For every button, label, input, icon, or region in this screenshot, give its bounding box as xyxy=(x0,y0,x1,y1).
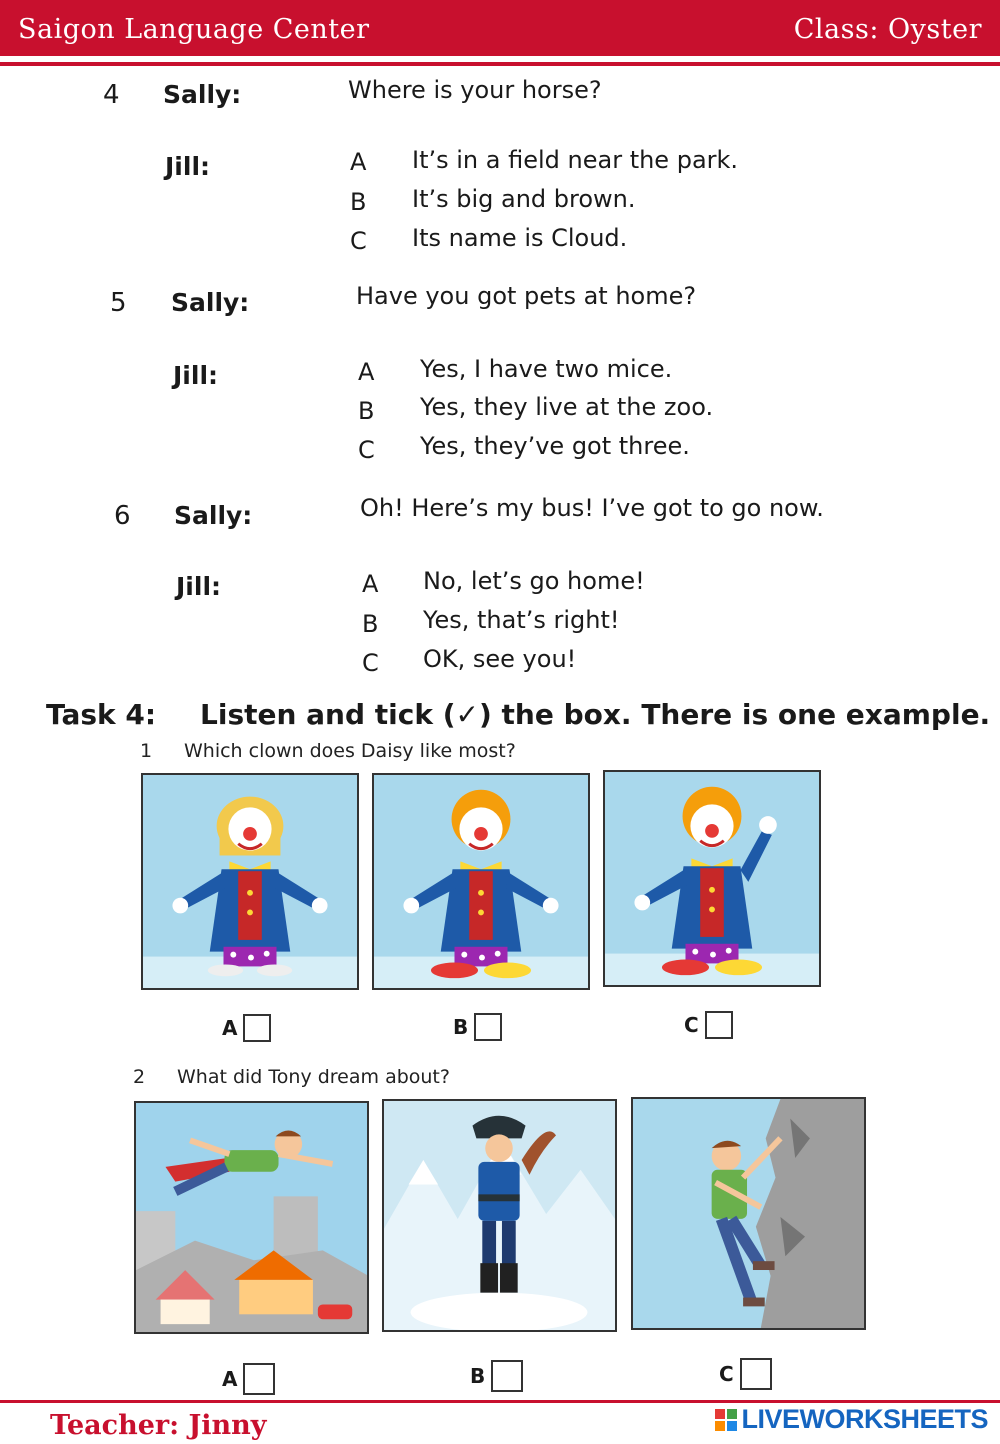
question-number: 4 xyxy=(103,80,120,110)
question-number: 6 xyxy=(114,501,131,531)
task-instruction: Listen and tick (✓) the box. There is one example. xyxy=(200,698,991,731)
choice-letter: B xyxy=(453,1015,469,1039)
speaker-sally: Sally: xyxy=(163,80,242,109)
clown-picture-c xyxy=(603,770,821,987)
question-text: Oh! Here’s my bus! I’ve got to go now. xyxy=(360,494,824,522)
question-number: 5 xyxy=(110,288,127,318)
footer-divider xyxy=(0,1400,1000,1403)
brand-logo xyxy=(715,1404,988,1435)
tick-box[interactable] xyxy=(705,1011,733,1039)
tick-box[interactable] xyxy=(740,1358,772,1390)
teacher-name: Teacher: Jinny xyxy=(50,1410,267,1441)
option-text: It’s big and brown. xyxy=(412,185,636,213)
school-name: Saigon Language Center xyxy=(18,14,370,45)
dream-picture-flying xyxy=(134,1101,369,1334)
option-letter: A xyxy=(358,358,375,386)
brand-text: LIVEWORKSHEETS xyxy=(741,1404,988,1434)
tick-box[interactable] xyxy=(243,1363,275,1395)
answer-choice-c xyxy=(684,1011,733,1039)
page-header xyxy=(0,0,1000,56)
answer-choice-b xyxy=(453,1013,502,1041)
speaker-jill: Jill: xyxy=(165,152,211,181)
clown-picture-b xyxy=(372,773,590,990)
question-text: Have you got pets at home? xyxy=(356,282,697,310)
answer-choice-a xyxy=(222,1363,275,1395)
tick-box[interactable] xyxy=(474,1013,502,1041)
header-divider xyxy=(0,62,1000,66)
option-text: OK, see you! xyxy=(423,645,577,673)
tick-box[interactable] xyxy=(491,1360,523,1392)
speaker-jill: Jill: xyxy=(176,572,222,601)
answer-choice-a xyxy=(222,1014,271,1042)
dream-picture-climbing xyxy=(631,1097,866,1330)
question-text: Where is your horse? xyxy=(348,76,602,104)
option-letter: C xyxy=(350,227,367,255)
option-letter: B xyxy=(358,397,375,425)
answer-choice-b xyxy=(470,1360,523,1392)
choice-letter: A xyxy=(222,1367,238,1391)
option-letter: A xyxy=(350,148,367,176)
speaker-jill: Jill: xyxy=(173,361,219,390)
class-name: Class: Oyster xyxy=(793,14,982,45)
task-question xyxy=(140,740,516,762)
speaker-sally: Sally: xyxy=(171,288,250,317)
task-question-number: 2 xyxy=(133,1066,146,1088)
brand-grid-icon xyxy=(715,1409,737,1431)
option-text: Yes, they live at the zoo. xyxy=(420,393,714,421)
clown-picture-a xyxy=(141,773,359,990)
option-text: No, let’s go home! xyxy=(423,567,645,595)
choice-letter: A xyxy=(222,1016,238,1040)
choice-letter: C xyxy=(719,1362,734,1386)
choice-letter: C xyxy=(684,1013,699,1037)
speaker-sally: Sally: xyxy=(174,501,253,530)
task-heading xyxy=(46,698,990,731)
option-text: It’s in a field near the park. xyxy=(412,146,739,174)
option-letter: C xyxy=(362,649,379,677)
task-question xyxy=(133,1066,450,1088)
option-text: Yes, I have two mice. xyxy=(420,355,673,383)
tick-box[interactable] xyxy=(243,1014,271,1042)
option-text: Its name is Cloud. xyxy=(412,224,628,252)
task-label: Task 4: xyxy=(46,698,157,731)
option-letter: B xyxy=(362,610,379,638)
dream-picture-pirate xyxy=(382,1099,617,1332)
task-question-text: What did Tony dream about? xyxy=(177,1066,450,1088)
option-text: Yes, they’ve got three. xyxy=(420,432,690,460)
option-letter: B xyxy=(350,188,367,216)
task-question-text: Which clown does Daisy like most? xyxy=(184,740,516,762)
option-text: Yes, that’s right! xyxy=(423,606,620,634)
option-letter: A xyxy=(362,570,379,598)
task-question-number: 1 xyxy=(140,740,153,762)
choice-letter: B xyxy=(470,1364,486,1388)
option-letter: C xyxy=(358,436,375,464)
answer-choice-c xyxy=(719,1358,772,1390)
